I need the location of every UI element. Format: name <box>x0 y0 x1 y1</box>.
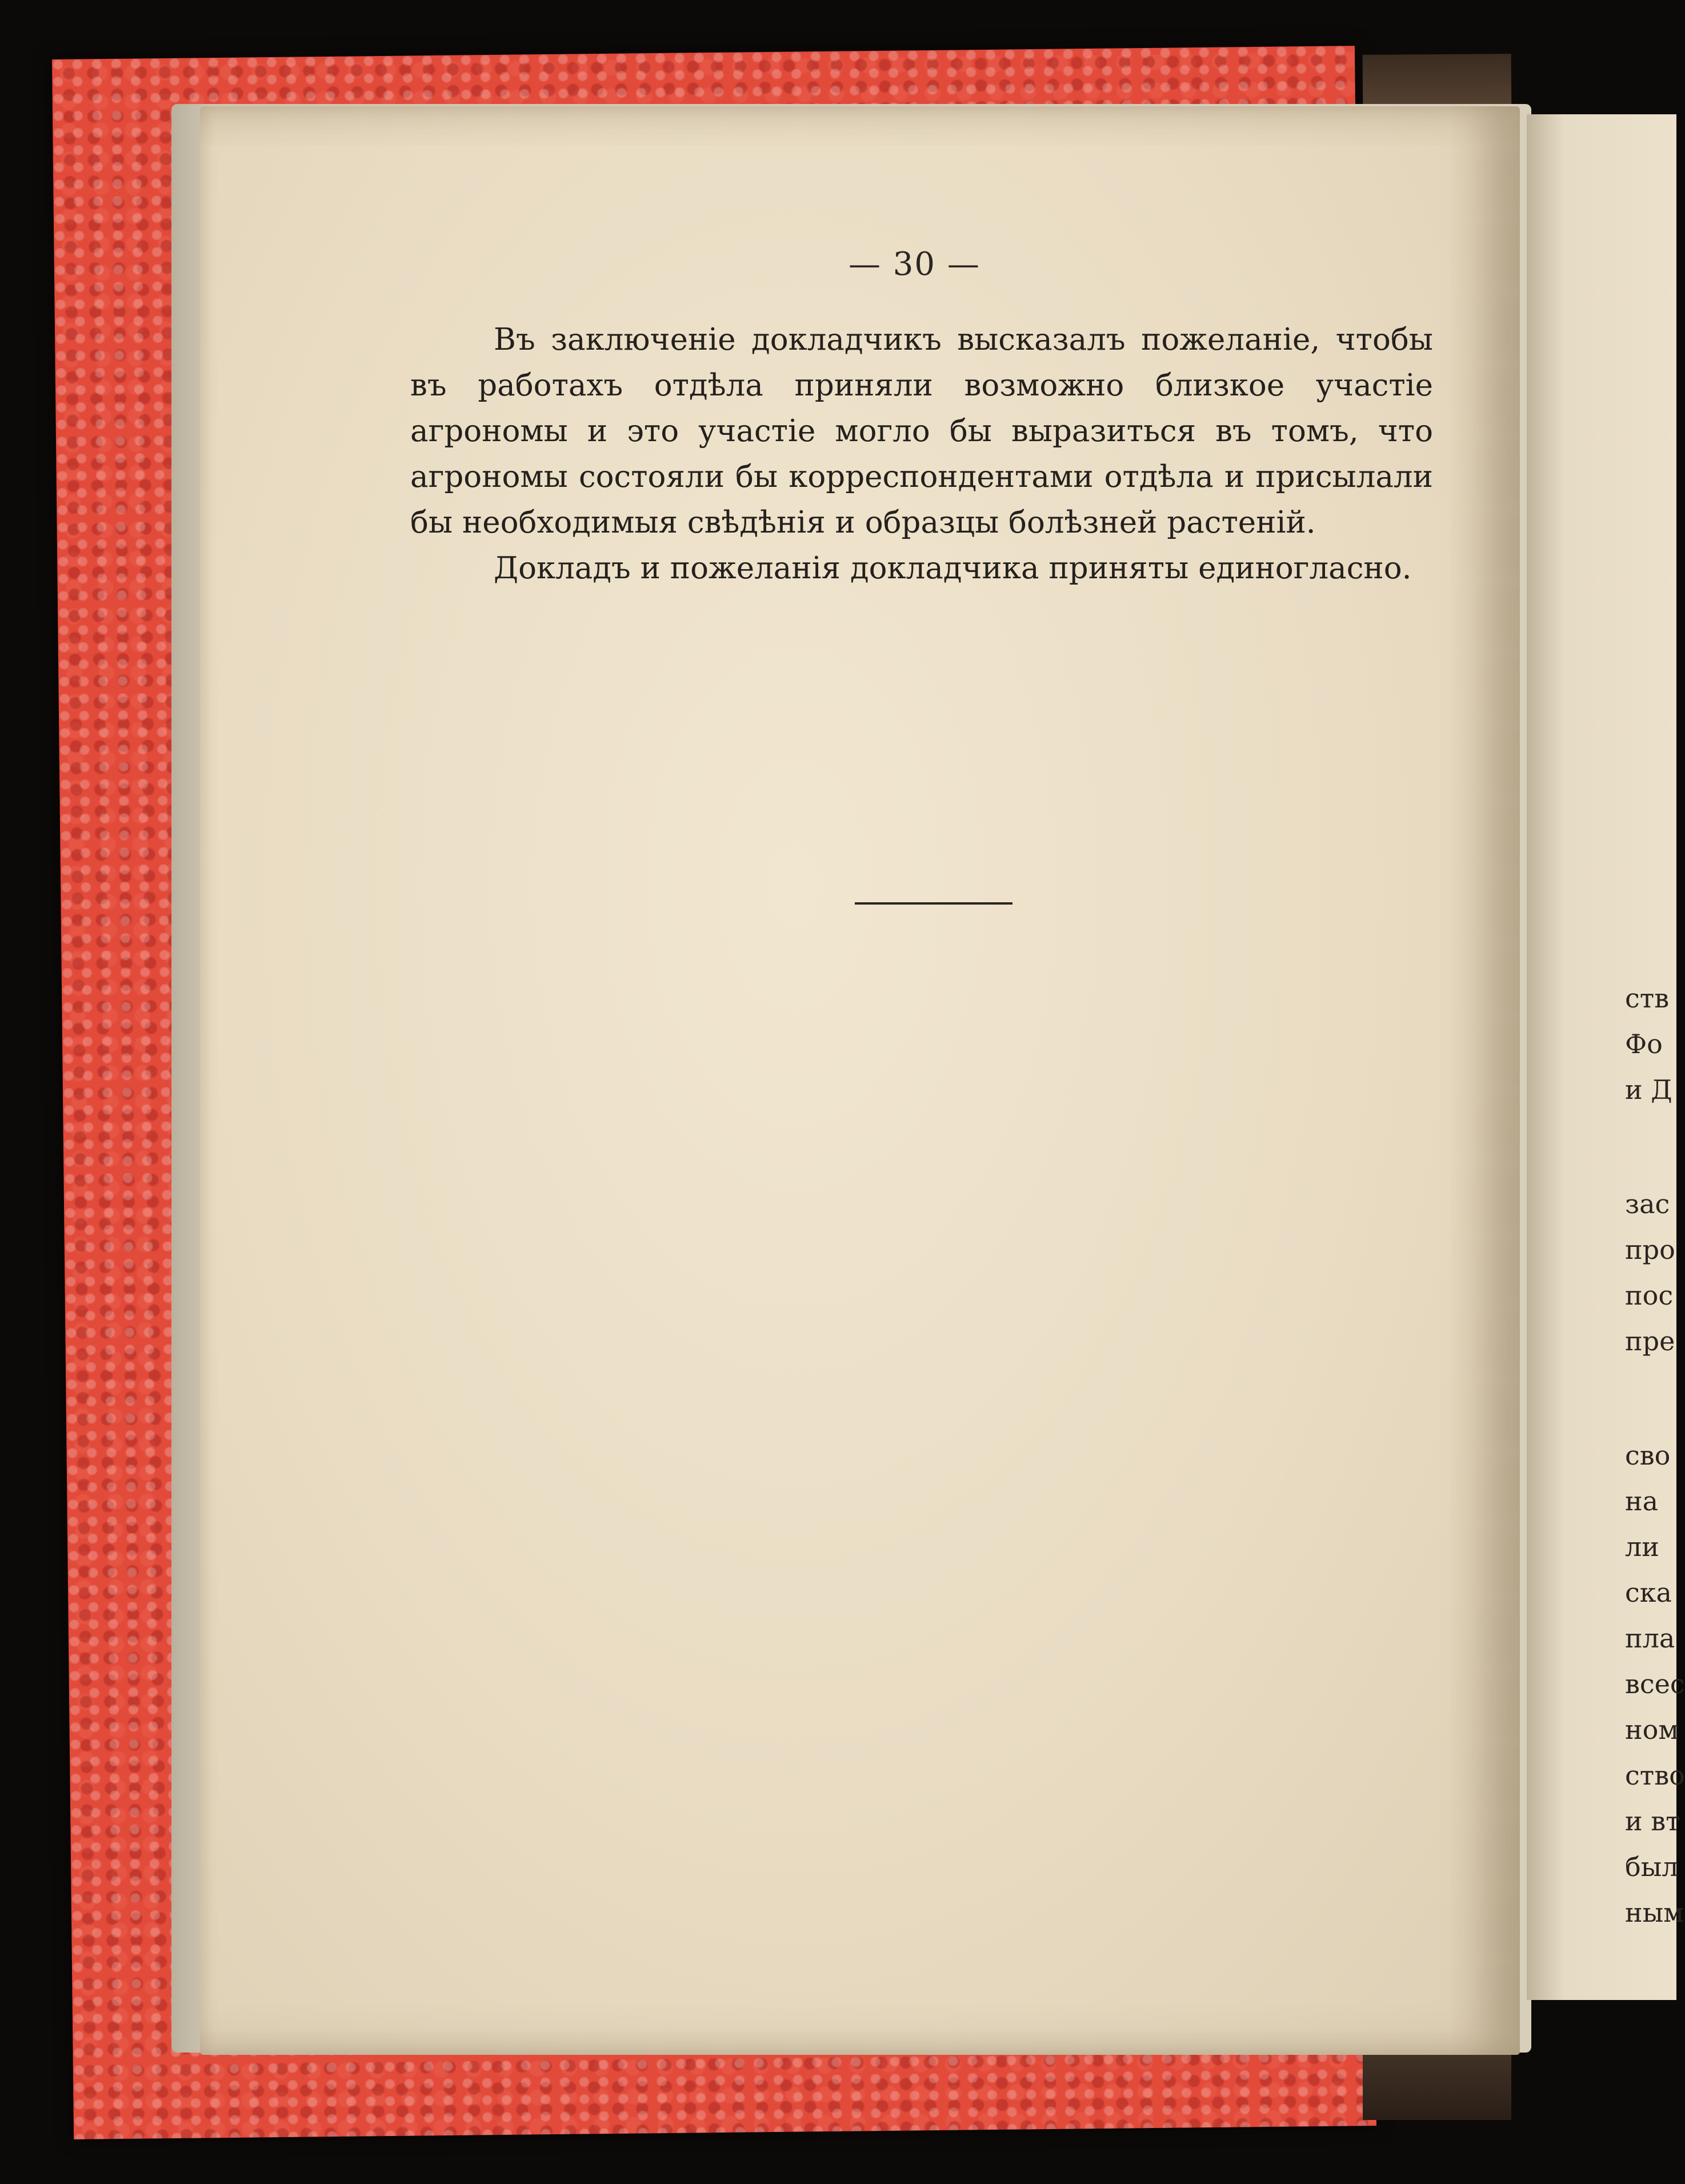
facing-page-line: всес <box>1625 1669 1685 1699</box>
facing-page-line: на <box>1625 1486 1659 1517</box>
facing-page-line: и Д <box>1625 1074 1672 1105</box>
facing-page <box>1527 114 1685 2000</box>
facing-page-line: ли <box>1625 1531 1659 1562</box>
facing-page-line: пла <box>1625 1623 1675 1654</box>
facing-page-line: ство <box>1625 1760 1685 1791</box>
facing-page-line: Фо <box>1625 1029 1663 1059</box>
facing-page-line: пос <box>1625 1280 1674 1311</box>
facing-page-line: ным <box>1625 1897 1684 1928</box>
facing-page-line: был <box>1625 1851 1679 1882</box>
facing-page-line: и вт <box>1625 1806 1680 1837</box>
facing-page-line: ств <box>1625 983 1670 1014</box>
facing-page-line: пре <box>1625 1326 1675 1357</box>
section-divider <box>855 902 1012 905</box>
facing-page-line: про <box>1625 1234 1675 1265</box>
facing-page-line: сво <box>1625 1440 1671 1471</box>
facing-page-line: зас <box>1625 1189 1670 1219</box>
facing-page-line: ска <box>1625 1577 1672 1608</box>
facing-page-line: ном <box>1625 1714 1679 1745</box>
paragraph-resolution: Докладъ и пожеланія докладчика приняты единогласно. <box>494 551 1412 586</box>
paragraph-conclusion: Въ заключеніе докладчикъ высказалъ пожеланіе, чтобы въ работахъ отдѣла приняли возможно близкое участіе агрономы и это участіе могло бы выразиться въ томъ, что агрономы состояли бы корреспондентами отдѣла и присылали бы необходимыя свѣдѣнія и образцы болѣзней растеній. <box>410 322 1433 540</box>
page-number: — 30 — <box>848 246 980 283</box>
page-body <box>410 317 1433 591</box>
